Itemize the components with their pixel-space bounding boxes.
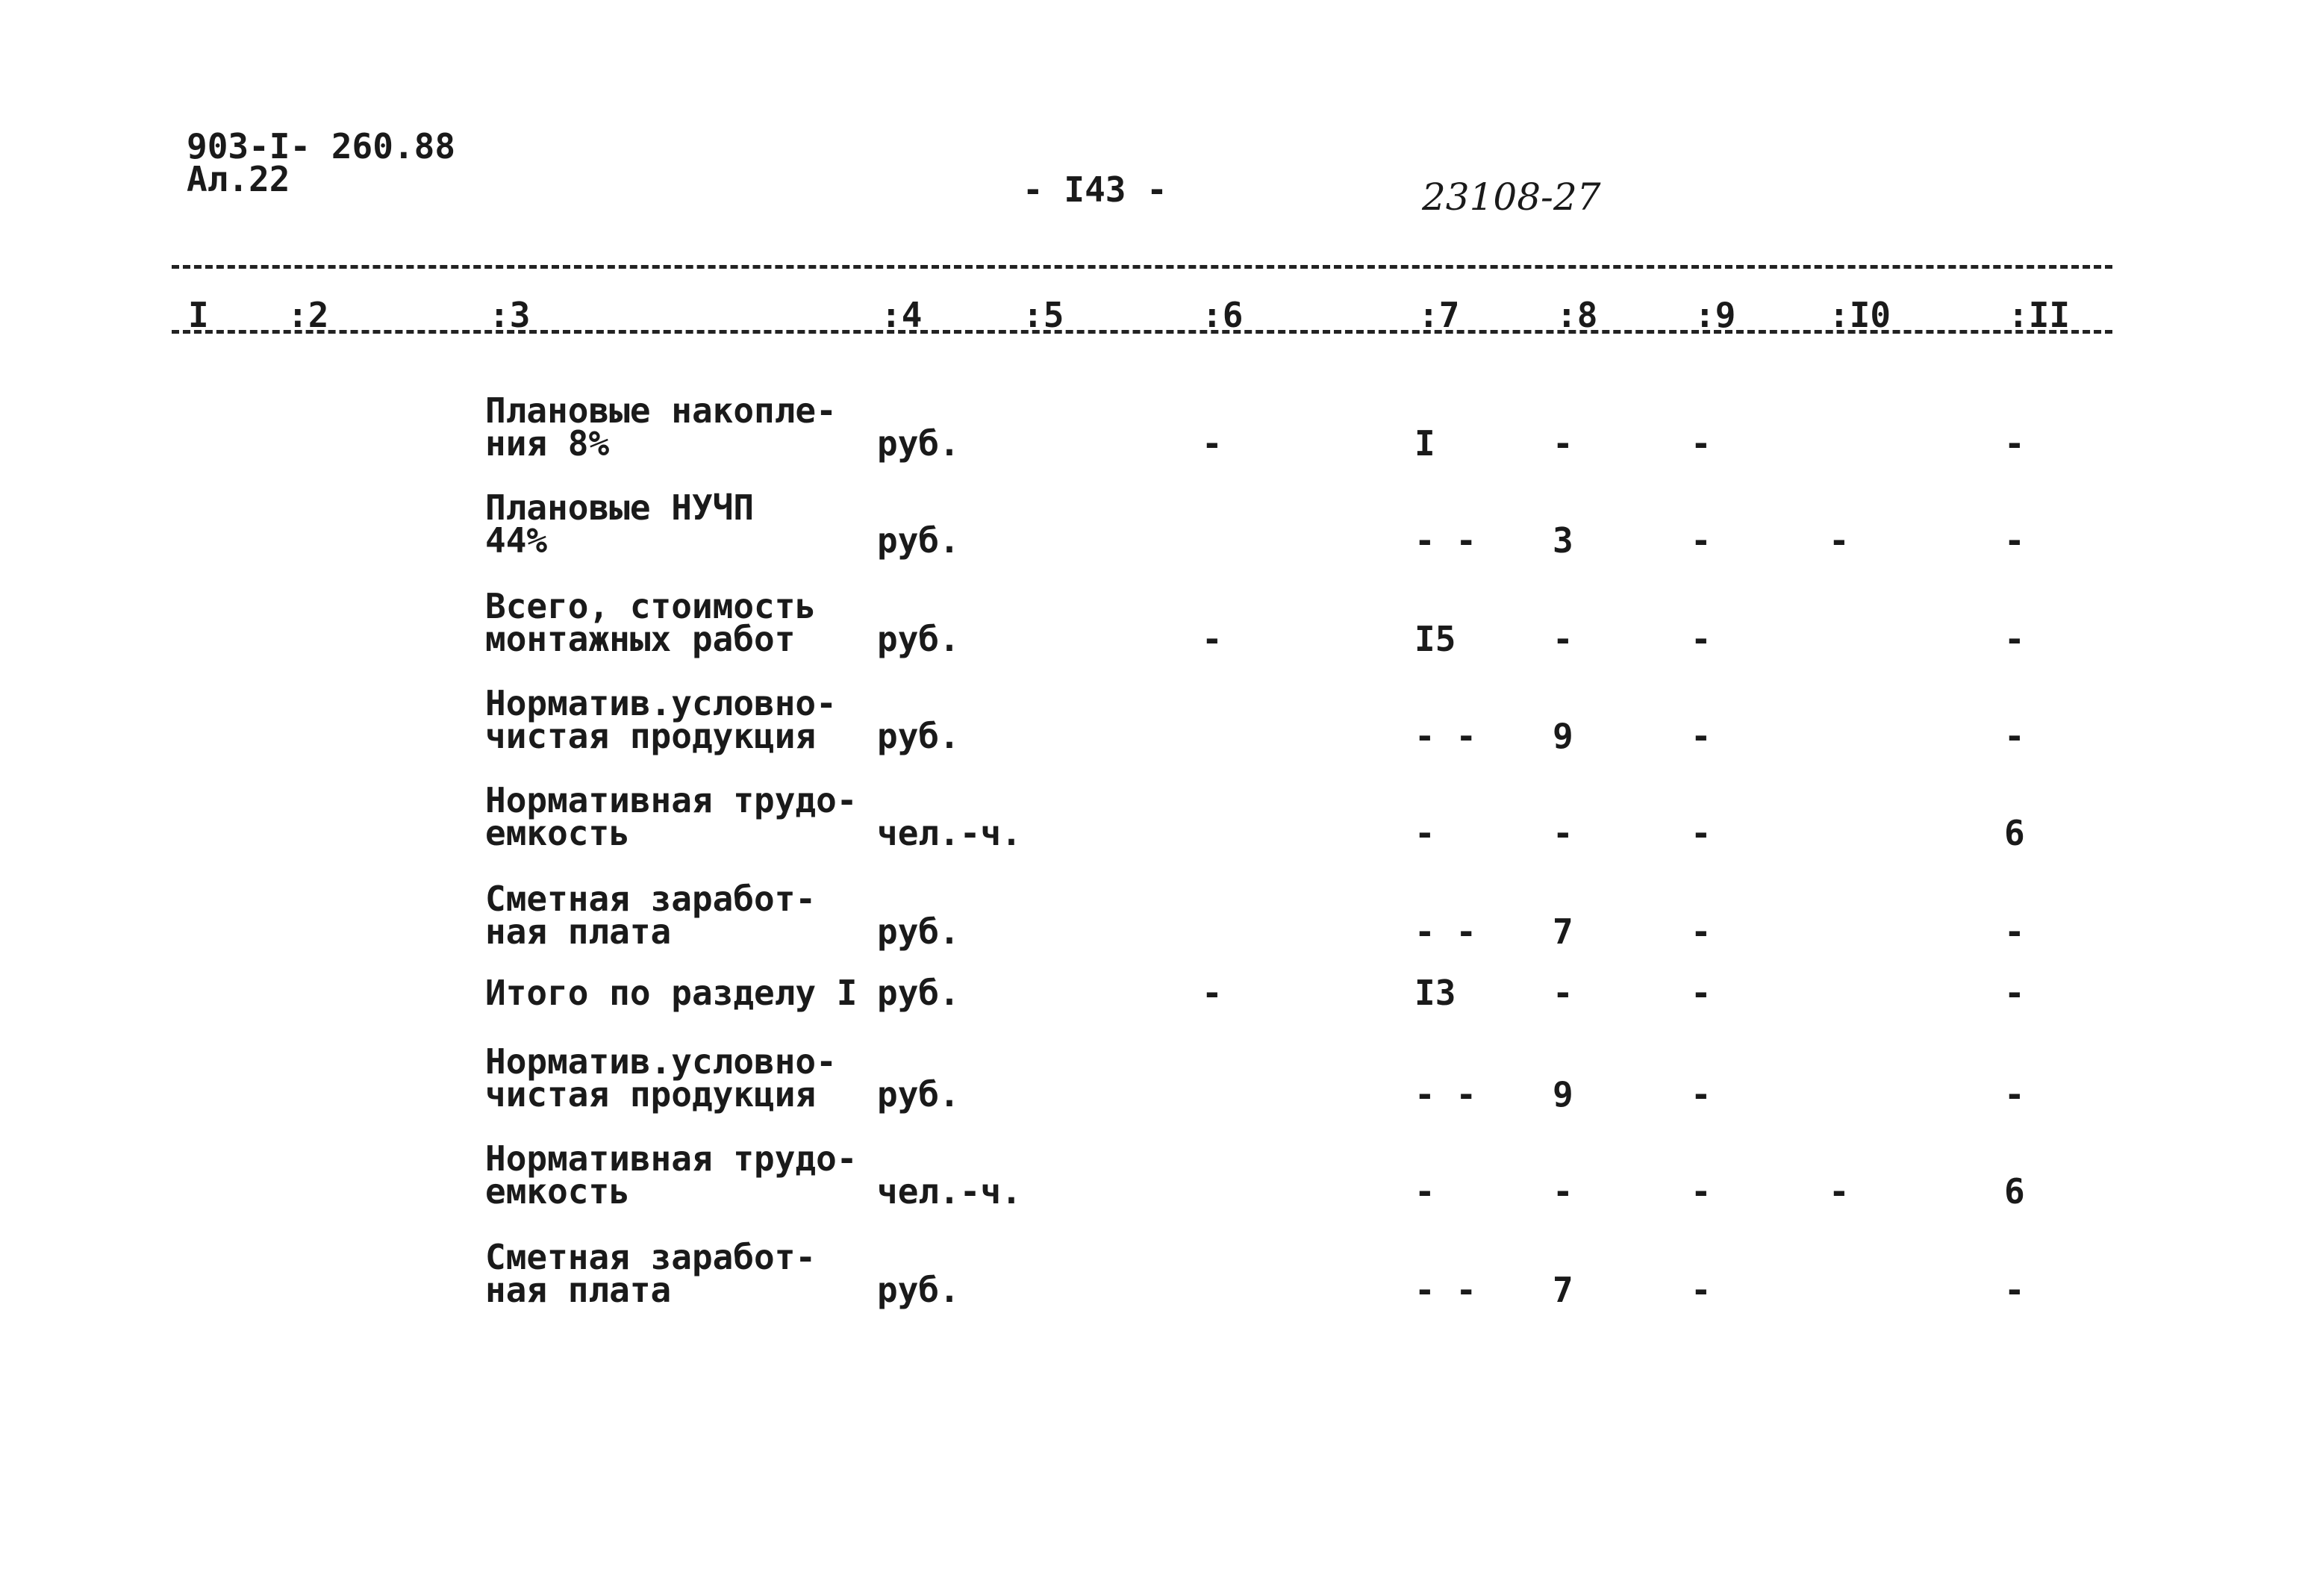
top-dashed-rule bbox=[172, 265, 2112, 269]
value-cell-c11: - bbox=[2004, 973, 2025, 1013]
value-cell-c8: - bbox=[1553, 813, 1573, 853]
row-label-line: Плановые накопле- bbox=[485, 390, 837, 431]
value-cell-c7: - bbox=[1414, 1171, 1435, 1212]
value-cell-c7: - - bbox=[1414, 520, 1477, 561]
value-cell-c8: 9 bbox=[1553, 1074, 1573, 1115]
value-cell-c7: - - bbox=[1414, 716, 1477, 756]
row-label-line: Итого по разделу I bbox=[485, 973, 858, 1013]
unit-cell: руб. bbox=[877, 1270, 960, 1310]
row-label-line: ная плата bbox=[485, 1270, 672, 1310]
column-number: :6 bbox=[1202, 295, 1244, 335]
row-label bbox=[485, 1237, 817, 1310]
row-label bbox=[485, 487, 755, 561]
row-label-line: емкость bbox=[485, 813, 630, 853]
column-header-dashed-rule bbox=[172, 330, 2112, 334]
value-cell-c11: - bbox=[2004, 520, 2025, 561]
column-number: :5 bbox=[1023, 295, 1064, 335]
value-cell-c11: 6 bbox=[2004, 1171, 2025, 1212]
column-number: :8 bbox=[1556, 295, 1598, 335]
row-label bbox=[485, 973, 858, 1013]
row-label-line: чистая продукция bbox=[485, 716, 817, 756]
value-cell-c10: - bbox=[1829, 520, 1850, 561]
row-label bbox=[485, 586, 817, 659]
unit-cell: руб. bbox=[877, 423, 960, 464]
value-cell-c8: 7 bbox=[1553, 911, 1573, 952]
column-number: :II bbox=[2008, 295, 2071, 335]
value-cell-c11: - bbox=[2004, 1270, 2025, 1310]
page-number: - I43 - bbox=[1023, 169, 1167, 210]
value-cell-c7: I5 bbox=[1414, 619, 1456, 659]
value-cell-c11: - bbox=[2004, 1074, 2025, 1115]
unit-cell: чел.-ч. bbox=[877, 1171, 1022, 1212]
unit-cell: руб. bbox=[877, 911, 960, 952]
value-cell-c9: - bbox=[1691, 1270, 1712, 1310]
value-cell-c8: - bbox=[1553, 1171, 1573, 1212]
value-cell-c11: - bbox=[2004, 911, 2025, 952]
value-cell-c9: - bbox=[1691, 1074, 1712, 1115]
row-label-line: Норматив.условно- bbox=[485, 1041, 837, 1082]
value-cell-c7: - bbox=[1414, 813, 1435, 853]
value-cell-c8: - bbox=[1553, 973, 1573, 1013]
value-cell-c10: - bbox=[1829, 1171, 1850, 1212]
unit-cell: чел.-ч. bbox=[877, 813, 1022, 853]
value-cell-c7: - - bbox=[1414, 1270, 1477, 1310]
row-label-line: Нормативная трудо- bbox=[485, 1138, 858, 1179]
document-code: 903-I- 260.88 bbox=[187, 126, 456, 166]
value-cell-c8: 7 bbox=[1553, 1270, 1573, 1310]
value-cell-c9: - bbox=[1691, 520, 1712, 561]
column-number: I bbox=[188, 295, 209, 335]
row-label-line: Норматив.условно- bbox=[485, 683, 837, 723]
unit-cell: руб. bbox=[877, 716, 960, 756]
value-cell-c8: - bbox=[1553, 423, 1573, 464]
row-label-line: ная плата bbox=[485, 911, 672, 952]
row-label bbox=[485, 780, 858, 853]
column-number: :2 bbox=[287, 295, 329, 335]
row-label-line: ния 8% bbox=[485, 423, 610, 464]
value-cell-c6: - bbox=[1202, 619, 1223, 659]
value-cell-c11: 6 bbox=[2004, 813, 2025, 853]
row-label-line: Плановые НУЧП bbox=[485, 487, 755, 528]
value-cell-c8: 3 bbox=[1553, 520, 1573, 561]
row-label-line: Нормативная трудо- bbox=[485, 780, 858, 820]
column-number: :7 bbox=[1418, 295, 1460, 335]
row-label bbox=[485, 879, 817, 952]
value-cell-c7: - - bbox=[1414, 1074, 1477, 1115]
row-label-line: чистая продукция bbox=[485, 1074, 817, 1115]
sheet-label: Ал.22 bbox=[187, 159, 290, 199]
row-label-line: Сметная заработ- bbox=[485, 879, 817, 919]
row-label-line: Сметная заработ- bbox=[485, 1237, 817, 1277]
unit-cell: руб. bbox=[877, 973, 960, 1013]
handwritten-stamp-number: 23108-27 bbox=[1422, 175, 1601, 219]
row-label-line: 44% bbox=[485, 520, 548, 561]
column-number: :3 bbox=[489, 295, 531, 335]
column-number: :I0 bbox=[1829, 295, 1891, 335]
value-cell-c8: 9 bbox=[1553, 716, 1573, 756]
value-cell-c7: I3 bbox=[1414, 973, 1456, 1013]
unit-cell: руб. bbox=[877, 520, 960, 561]
unit-cell: руб. bbox=[877, 619, 960, 659]
value-cell-c11: - bbox=[2004, 716, 2025, 756]
row-label bbox=[485, 390, 837, 464]
value-cell-c11: - bbox=[2004, 619, 2025, 659]
column-number: :9 bbox=[1694, 295, 1736, 335]
value-cell-c6: - bbox=[1202, 423, 1223, 464]
value-cell-c6: - bbox=[1202, 973, 1223, 1013]
row-label bbox=[485, 1041, 837, 1115]
value-cell-c7: - - bbox=[1414, 911, 1477, 952]
value-cell-c9: - bbox=[1691, 716, 1712, 756]
column-number: :4 bbox=[881, 295, 923, 335]
unit-cell: руб. bbox=[877, 1074, 960, 1115]
value-cell-c7: I bbox=[1414, 423, 1435, 464]
value-cell-c9: - bbox=[1691, 619, 1712, 659]
row-label-line: емкость bbox=[485, 1171, 630, 1212]
row-label bbox=[485, 683, 837, 756]
value-cell-c8: - bbox=[1553, 619, 1573, 659]
value-cell-c11: - bbox=[2004, 423, 2025, 464]
value-cell-c9: - bbox=[1691, 911, 1712, 952]
row-label bbox=[485, 1138, 858, 1212]
value-cell-c9: - bbox=[1691, 1171, 1712, 1212]
row-label-line: монтажных работ bbox=[485, 619, 796, 659]
value-cell-c9: - bbox=[1691, 423, 1712, 464]
value-cell-c9: - bbox=[1691, 813, 1712, 853]
row-label-line: Всего, стоимость bbox=[485, 586, 817, 626]
value-cell-c9: - bbox=[1691, 973, 1712, 1013]
